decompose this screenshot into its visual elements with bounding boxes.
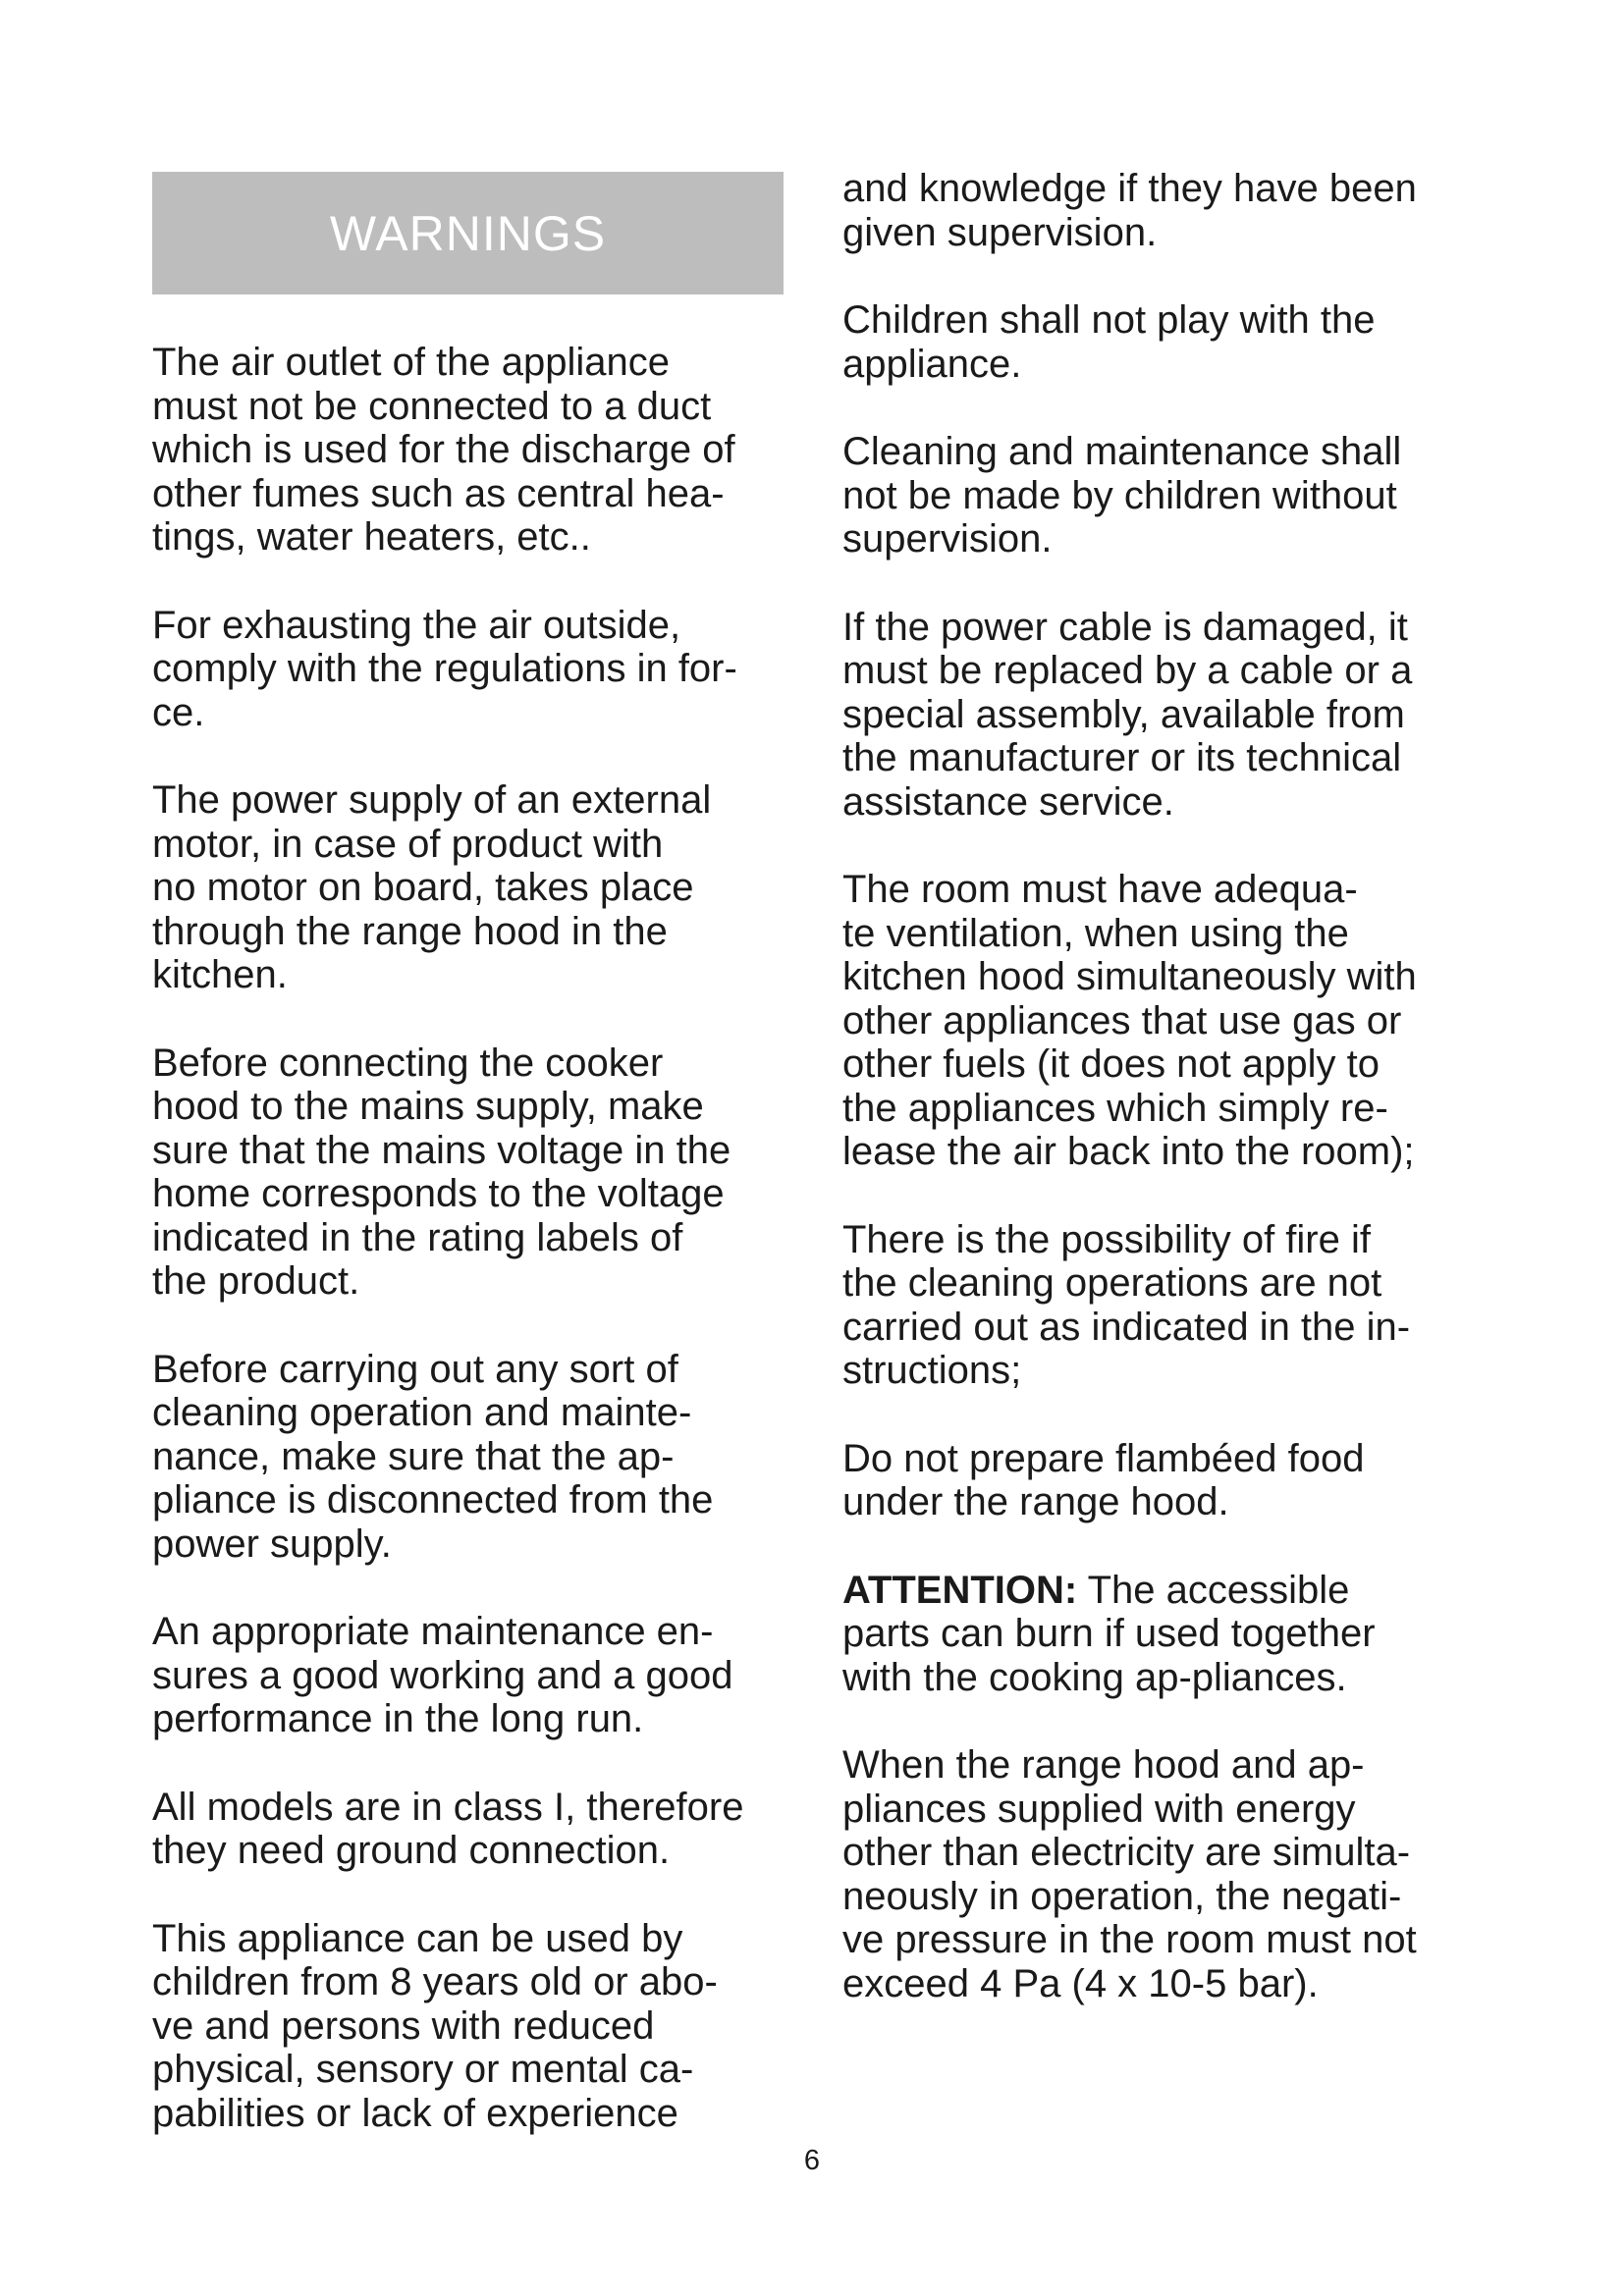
warning-paragraph: [842, 1743, 1510, 2005]
text-line: hood to the mains supply, make: [152, 1085, 704, 1128]
warning-paragraph: [152, 1917, 800, 2136]
text-line: indicated in the rating labels of: [152, 1215, 683, 1259]
text-line: other fumes such as central hea-: [152, 471, 725, 515]
warning-paragraph: [842, 868, 1510, 1174]
text-line: assistance service.: [842, 779, 1174, 824]
text-line: the cleaning operations are not: [842, 1261, 1382, 1305]
attention-text: The accessible: [1077, 1568, 1350, 1612]
page-title: WARNINGS: [329, 205, 607, 261]
warning-paragraph: [152, 604, 800, 735]
text-line: through the range hood in the: [152, 909, 668, 953]
text-line: motor, in case of product with: [152, 822, 664, 866]
text-line: ve pressure in the room must not: [842, 1918, 1417, 1961]
text-line: All models are in class I, therefore: [152, 1785, 744, 1829]
text-line: not be made by children without: [842, 473, 1397, 517]
warning-paragraph: [152, 1786, 800, 1873]
text-line: The air outlet of the appliance: [152, 341, 671, 384]
page-number: 6: [803, 2145, 821, 2176]
warning-paragraph: [842, 167, 1510, 254]
right-column: [842, 167, 1510, 2050]
text-line: kitchen hood simultaneously with: [842, 955, 1417, 998]
text-line: no motor on board, takes place: [152, 866, 694, 909]
text-line: This appliance can be used by: [152, 1916, 683, 1960]
text-line: the appliances which simply re-: [842, 1086, 1388, 1130]
text-line: carried out as indicated in the in-: [842, 1305, 1411, 1349]
text-line: other than electricity are simulta-: [842, 1831, 1411, 1874]
warning-paragraph: [152, 341, 800, 560]
text-line: neously in operation, the negati-: [842, 1874, 1402, 1918]
text-line: parts can burn if used together: [842, 1612, 1376, 1655]
warning-paragraph: [842, 1437, 1510, 1524]
left-column: [152, 341, 800, 2179]
text-line: Cleaning and maintenance shall: [842, 430, 1402, 473]
warning-paragraph: [152, 1348, 800, 1567]
text-line: ve and persons with reduced: [152, 2003, 655, 2048]
text-line: [842, 1569, 1510, 1613]
text-line: Before carrying out any sort of: [152, 1347, 678, 1391]
attention-paragraph: [842, 1569, 1510, 1700]
text-line: sures a good working and a good: [152, 1653, 733, 1697]
text-line: under the range hood.: [842, 1480, 1229, 1523]
text-line: the product.: [152, 1259, 360, 1303]
text-line: An appropriate maintenance en-: [152, 1610, 714, 1653]
warning-paragraph: [842, 298, 1510, 386]
text-line: physical, sensory or mental ca-: [152, 2048, 694, 2091]
text-line: with the cooking ap-pliances.: [842, 1655, 1347, 1699]
text-line: The room must have adequa-: [842, 868, 1358, 911]
warning-paragraph: [152, 1041, 800, 1304]
text-line: te ventilation, when using the: [842, 911, 1349, 955]
text-line: children from 8 years old or abo-: [152, 1960, 718, 2003]
text-line: power supply.: [152, 1522, 392, 1566]
text-line: performance in the long run.: [152, 1697, 644, 1740]
warning-paragraph: [842, 606, 1510, 825]
text-line: must be replaced by a cable or a: [842, 649, 1413, 692]
text-line: There is the possibility of fire if: [842, 1217, 1371, 1261]
warning-paragraph: [152, 1610, 800, 1741]
text-line: pliance is disconnected from the: [152, 1478, 714, 1522]
text-line: and knowledge if they have been: [842, 167, 1417, 210]
text-line: lease the air back into the room);: [842, 1130, 1415, 1173]
text-line: comply with the regulations in for-: [152, 647, 737, 690]
text-line: If the power cable is damaged, it: [842, 605, 1408, 649]
text-line: nance, make sure that the ap-: [152, 1434, 675, 1478]
warning-paragraph: [152, 778, 800, 997]
text-line: they need ground connection.: [152, 1829, 671, 1872]
text-line: kitchen.: [152, 953, 288, 996]
text-line: supervision.: [842, 517, 1053, 561]
text-line: pliances supplied with energy: [842, 1787, 1356, 1831]
text-line: When the range hood and ap-: [842, 1743, 1365, 1787]
text-line: Children shall not play with the: [842, 298, 1376, 342]
text-line: sure that the mains voltage in the: [152, 1128, 731, 1172]
warnings-banner: [152, 172, 784, 294]
text-line: cleaning operation and mainte-: [152, 1391, 692, 1434]
text-line: pabilities or lack of experience: [152, 2091, 678, 2135]
text-line: which is used for the discharge of: [152, 428, 735, 471]
attention-label: ATTENTION:: [842, 1568, 1078, 1612]
text-line: special assembly, available from: [842, 692, 1405, 736]
text-line: structions;: [842, 1349, 1022, 1392]
text-line: other fuels (it does not apply to: [842, 1042, 1380, 1086]
warning-paragraph: [842, 430, 1510, 561]
text-line: other appliances that use gas or: [842, 998, 1402, 1042]
text-line: tings, water heaters, etc..: [152, 515, 591, 559]
text-line: must not be connected to a duct: [152, 384, 712, 428]
text-line: Before connecting the cooker: [152, 1041, 664, 1085]
warning-paragraph: [842, 1218, 1510, 1393]
text-line: the manufacturer or its technical: [842, 736, 1402, 779]
text-line: ce.: [152, 690, 205, 734]
text-line: Do not prepare flambéed food: [842, 1436, 1365, 1480]
text-line: The power supply of an external: [152, 778, 712, 822]
text-line: given supervision.: [842, 210, 1158, 254]
text-line: For exhausting the air outside,: [152, 603, 681, 647]
text-line: exceed 4 Pa (4 x 10-5 bar).: [842, 1961, 1319, 2005]
text-line: home corresponds to the voltage: [152, 1172, 725, 1215]
text-line: appliance.: [842, 342, 1022, 386]
